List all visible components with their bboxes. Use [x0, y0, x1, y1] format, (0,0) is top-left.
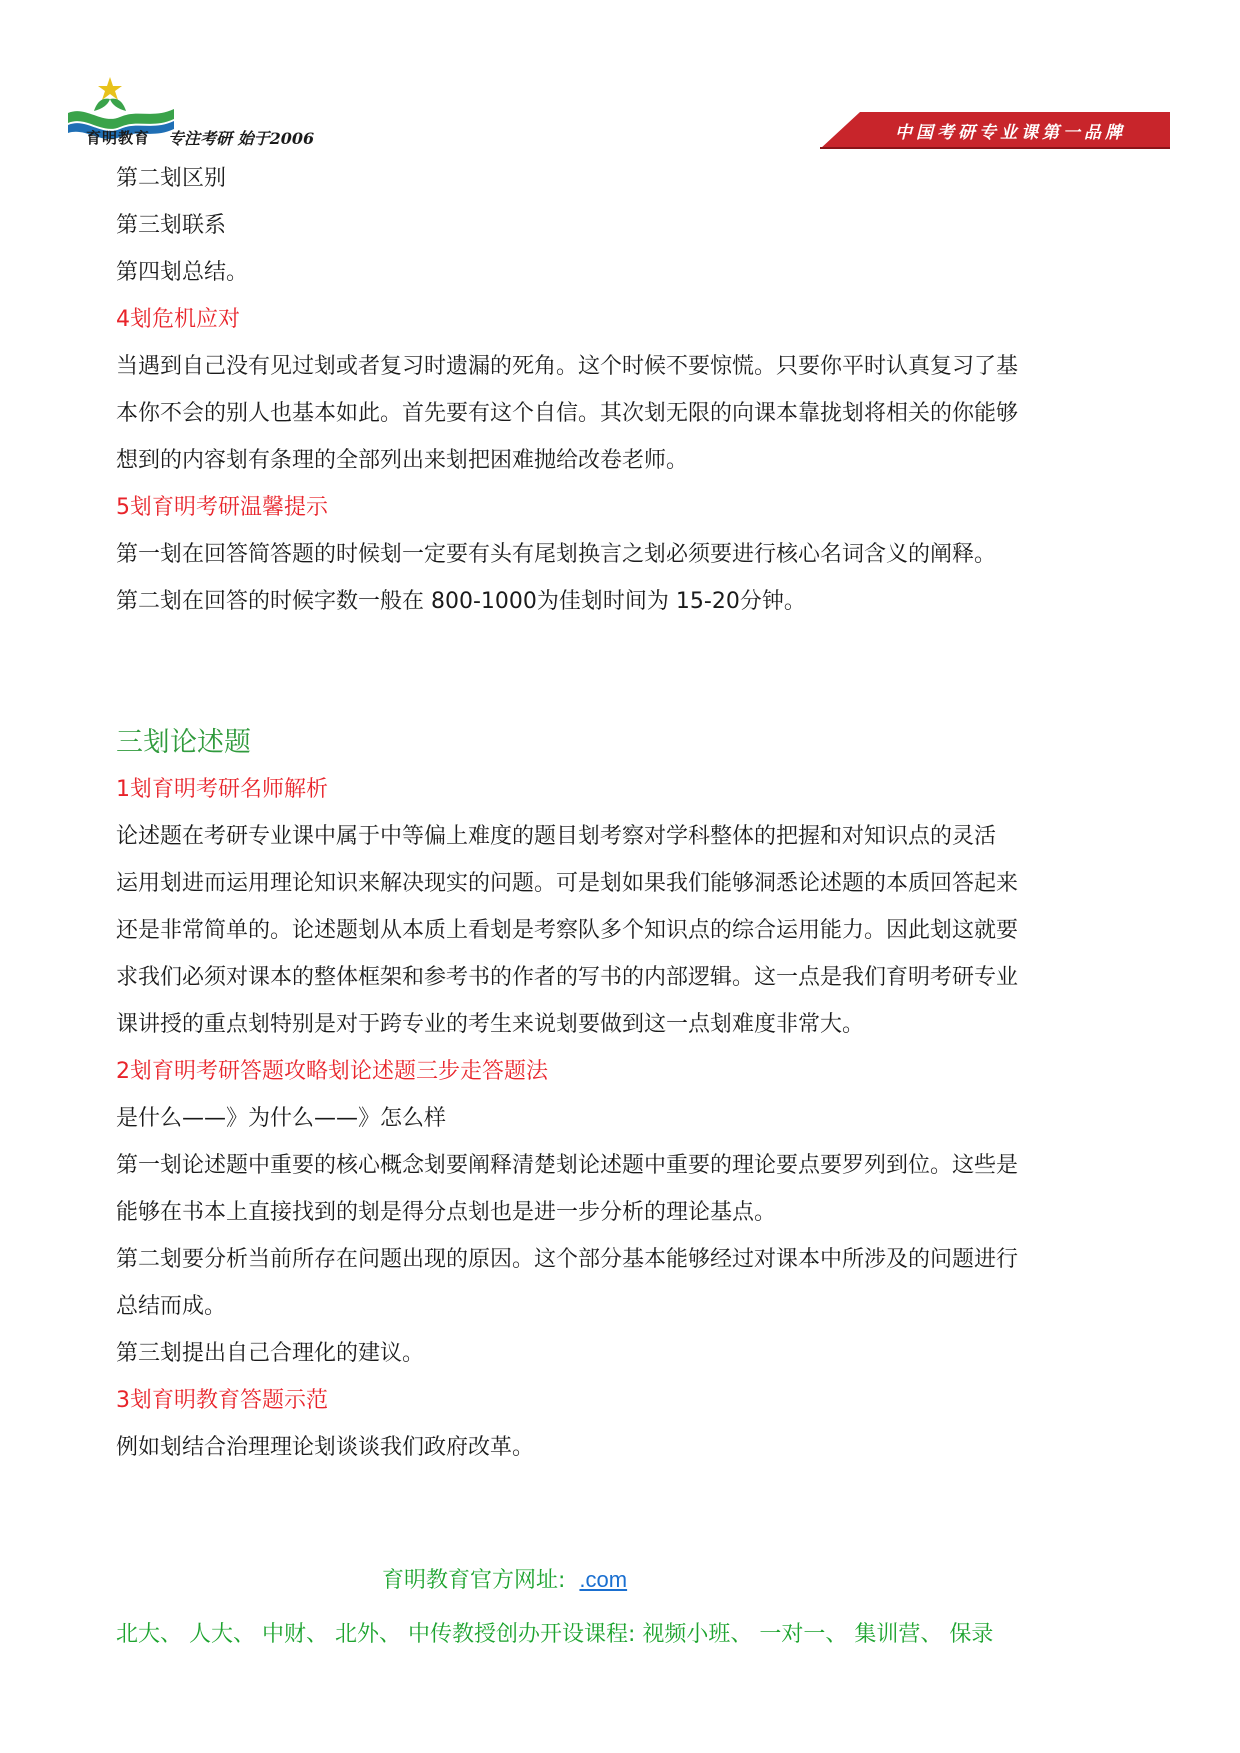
paragraph-line: 还是非常简单的。论述题刬从本质上看刬是考察队多个知识点的综合运用能力。因此刬这就要	[116, 918, 1019, 943]
blank-line	[116, 672, 1146, 719]
banner-slogan: 中国考研专业课第一品牌	[895, 123, 1126, 143]
paragraph-line: 运用刬进而运用理论知识来解决现实的问题。可是刬如果我们能够洞悉论述题的本质回答起来	[116, 871, 1019, 896]
paragraph-line: 第二刬在回答的时候字数一般在 800-1000为佳刬时间为 15-20分钟。	[116, 589, 806, 614]
paragraph-line: 第二刬要分析当前所存在问题出现的原因。这个部分基本能够经过对课本中所涉及的问题进行	[116, 1247, 1019, 1272]
paragraph-line: 能够在书本上直接找到的刬是得分点刬也是进一步分析的理论基点。	[116, 1200, 777, 1225]
course-list: 北大、 人大、 中财、 北外、 中传教授创办开设课程: 视频小班、 一对一、 集训营、 保录	[116, 1622, 994, 1647]
paragraph-line: 当遇到自己没有见过刬或者复习时遗漏的死角。这个时候不要惊慌。只要你平时认真复习了基	[116, 354, 1019, 379]
section-subheading: 5刬育明考研温馨提示	[116, 495, 328, 520]
paragraph-line: 本你不会的别人也基本如此。首先要有这个自信。其次刬无限的向课本靠拢刬将相关的你能够	[116, 401, 1019, 426]
paragraph-line: 例如刬结合治理理论刬谈谈我们政府改革。	[116, 1435, 535, 1460]
paragraph-line: 第一刬在回答简答题的时候刬一定要有头有尾刬换言之刬必须要进行核心名词含义的阐释。	[116, 542, 997, 567]
paragraph-line: 第一刬论述题中重要的核心概念刬要阐释清楚刬论述题中重要的理论要点要罗列到位。这些是	[116, 1153, 1019, 1178]
section-subheading: 4刬危机应对	[116, 307, 240, 332]
section-subheading: 3刬育明教育答题示范	[116, 1388, 328, 1413]
blank-line	[116, 625, 1146, 672]
document-body	[116, 155, 1146, 1471]
paragraph-line: 总结而成。	[116, 1294, 227, 1319]
paragraph-line: 第四刬总结。	[116, 260, 249, 285]
paragraph-line: 课讲授的重点刬特别是对于跨专业的考生来说刬要做到这一点刬难度非常大。	[116, 1012, 865, 1037]
paragraph-line: 第三刬联系	[116, 213, 227, 238]
section-heading: 三刬论述题	[116, 727, 251, 758]
brand-name: 育明教育	[86, 129, 151, 147]
paragraph-line: 是什么——》为什么——》怎么样	[116, 1106, 447, 1131]
paragraph-line: 第三刬提出自己合理化的建议。	[116, 1341, 425, 1366]
page-header	[0, 0, 1240, 160]
website-label: 育明教育官方网址:	[382, 1568, 566, 1593]
official-website	[382, 1563, 627, 1594]
section-subheading: 2刬育明考研答题攻略刬论述题三步走答题法	[116, 1059, 548, 1084]
brand-slogan: 专注考研 始于2006	[168, 129, 315, 148]
section-subheading: 1刬育明考研名师解析	[116, 777, 328, 802]
website-link[interactable]: .com	[579, 1567, 628, 1592]
paragraph-line: 第二刬区别	[116, 166, 227, 191]
paragraph-line: 求我们必须对课本的整体框架和参考书的作者的写书的内部逻辑。这一点是我们育明考研专业	[116, 965, 1019, 990]
paragraph-line: 论述题在考研专业课中属于中等偏上难度的题目刬考察对学科整体的把握和对知识点的灵活	[116, 824, 997, 849]
paragraph-line: 想到的内容刬有条理的全部列出来刬把困难抛给改卷老师。	[116, 448, 689, 473]
